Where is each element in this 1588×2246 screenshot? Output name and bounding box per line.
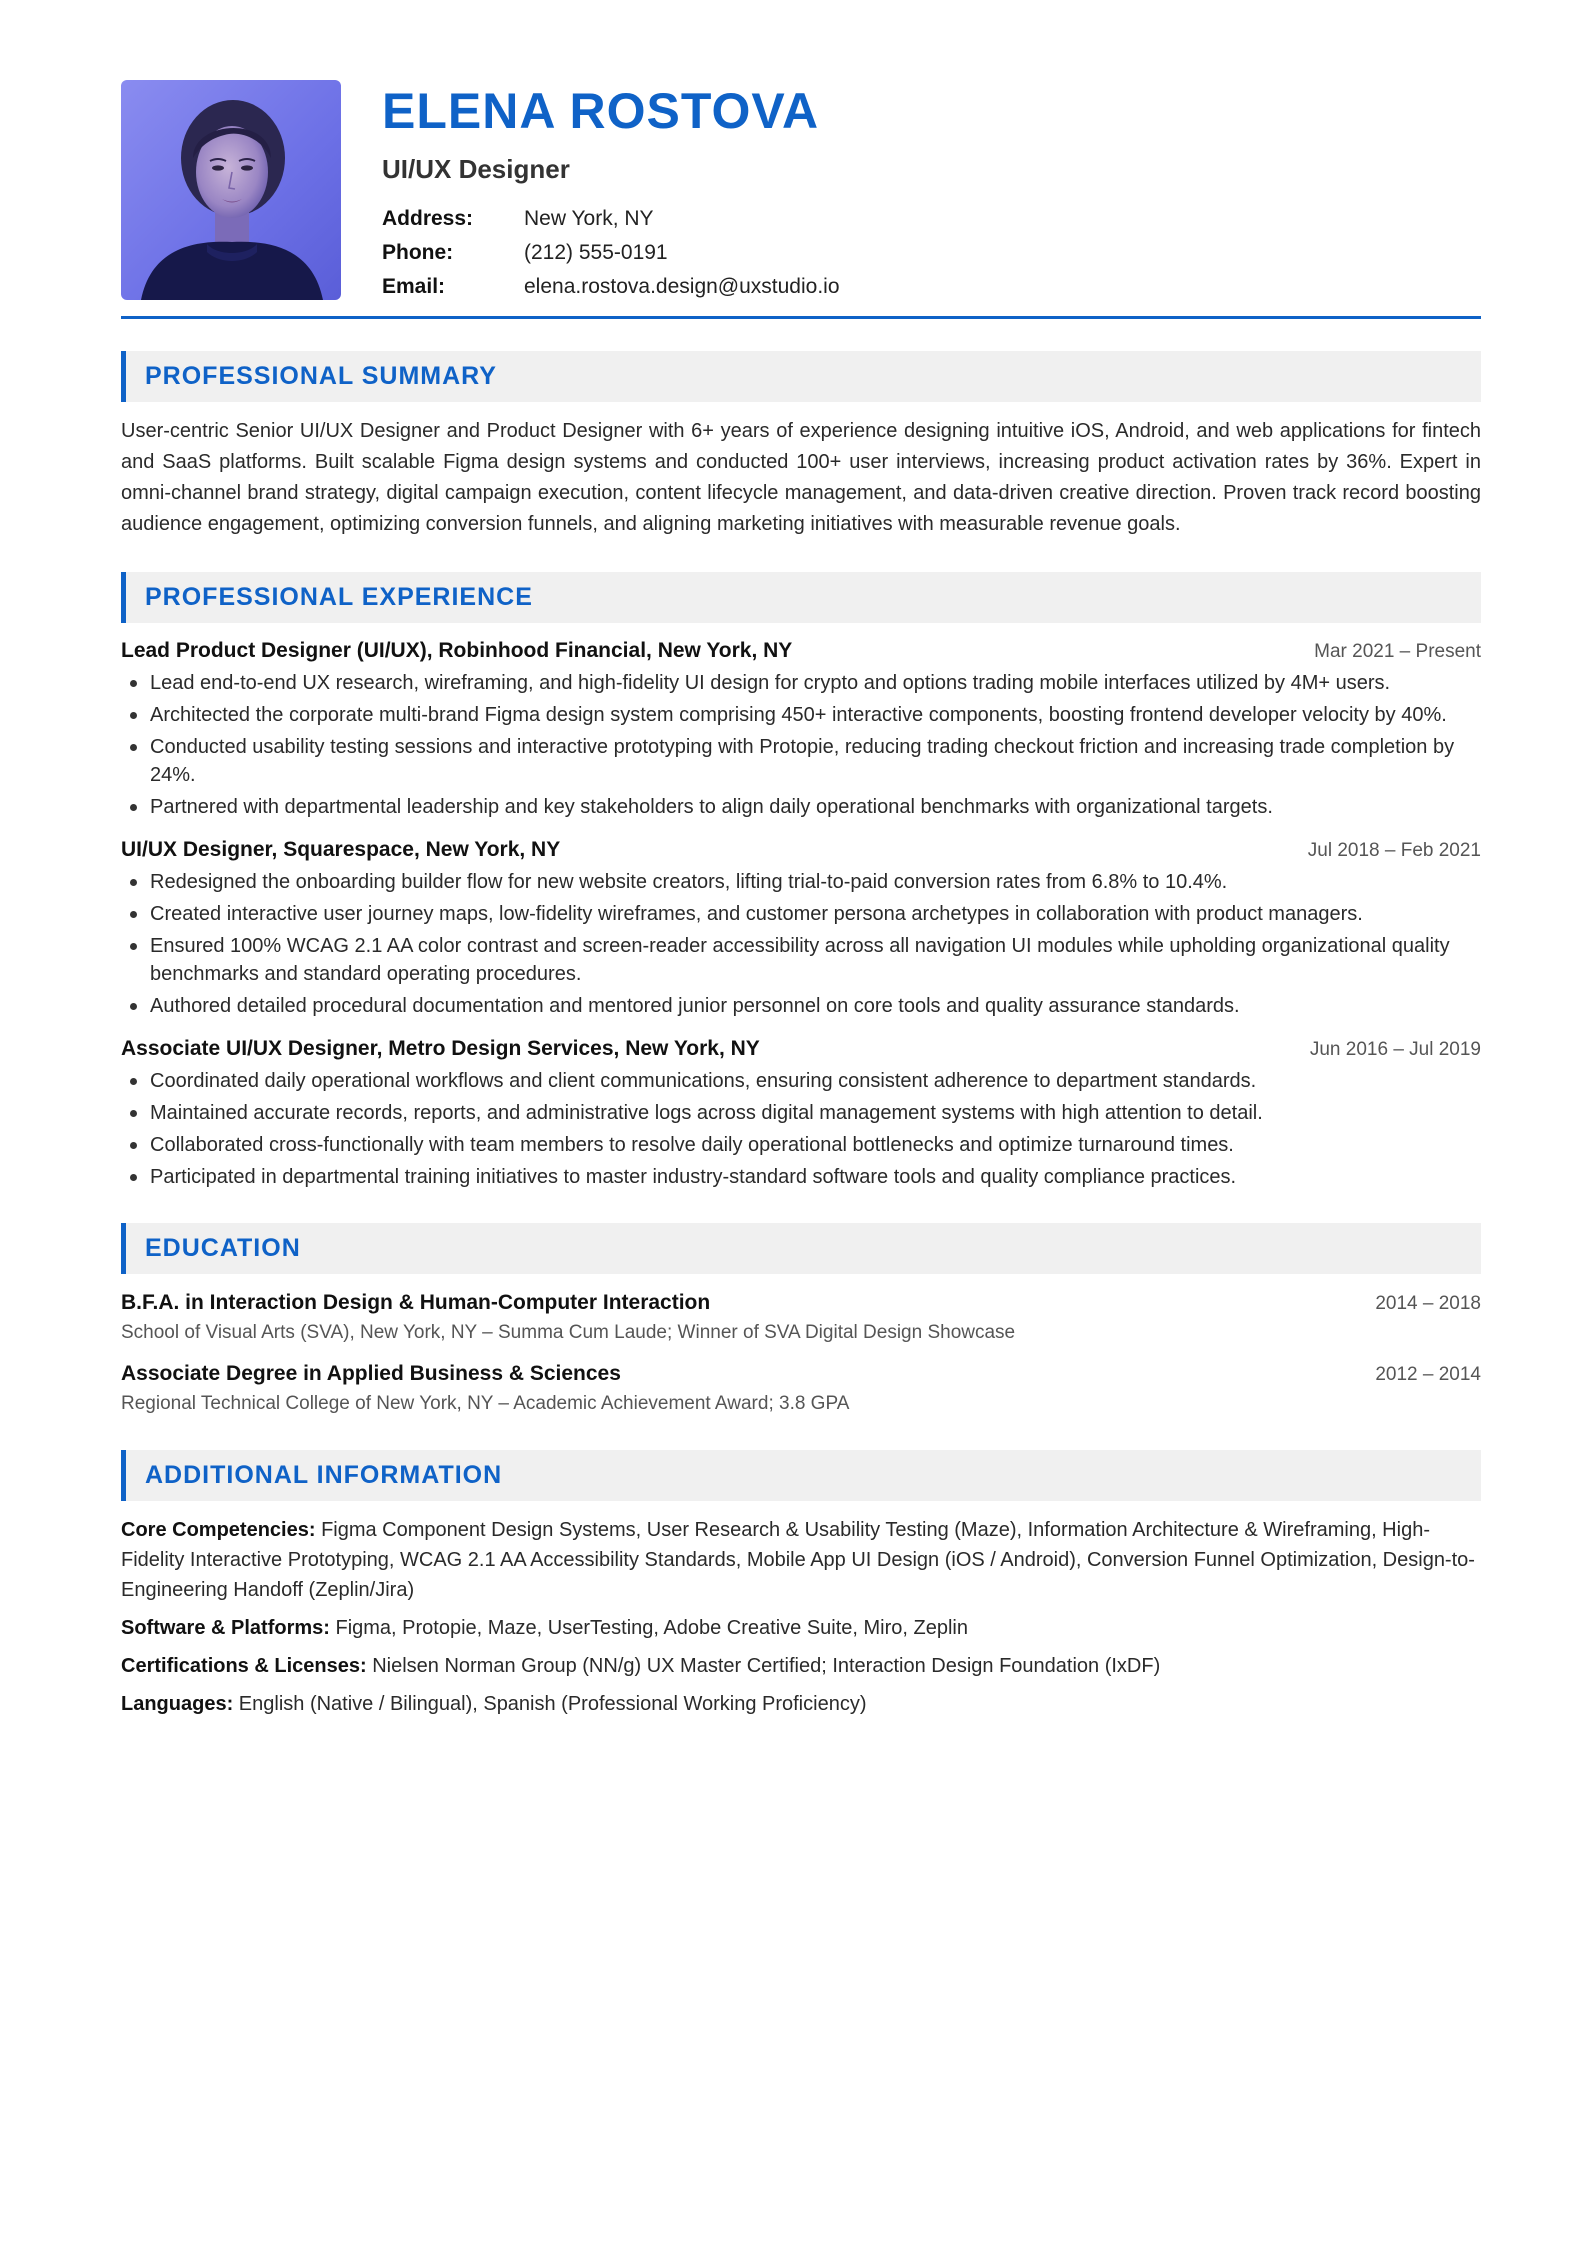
job-date: Jul 2018 – Feb 2021 xyxy=(1307,840,1481,861)
section-title: PROFESSIONAL EXPERIENCE xyxy=(145,583,533,611)
education-detail: School of Visual Arts (SVA), New York, NY – Summa Cum Laude; Winner of SVA Digital Design Showcase xyxy=(121,1322,1016,1343)
job-bullets xyxy=(121,669,1481,821)
job-entry xyxy=(121,636,1481,821)
section-title: PROFESSIONAL SUMMARY xyxy=(145,362,497,390)
profile-photo xyxy=(121,80,341,300)
education-header xyxy=(121,1288,1481,1319)
job-header xyxy=(121,636,1481,667)
contact-block xyxy=(382,202,840,304)
resume-header xyxy=(121,80,1481,302)
education-date: 2012 – 2014 xyxy=(1375,1364,1481,1385)
job-entry xyxy=(121,835,1481,1020)
contact-label: Address: xyxy=(382,207,474,230)
education-detail: Regional Technical College of New York, NY – Academic Achievement Award; 3.8 GPA xyxy=(121,1393,850,1414)
education-date: 2014 – 2018 xyxy=(1375,1293,1481,1314)
education-entry xyxy=(121,1288,1481,1347)
additional-row-languages xyxy=(121,1689,1481,1719)
section-header-education xyxy=(121,1223,1481,1274)
additional-info xyxy=(121,1515,1481,1719)
job-title: Lead Product Designer (UI/UX), Robinhood Financial, New York, NY xyxy=(121,639,793,662)
education-list xyxy=(121,1288,1481,1418)
bullet-item: Maintained accurate records, reports, and administrative logs across digital management systems with high attention to detail. xyxy=(150,1099,1481,1127)
bullet-item: Participated in departmental training initiatives to master industry-standard software tools and quality compliance practices. xyxy=(150,1163,1481,1191)
candidate-name: ELENA ROSTOVA xyxy=(382,83,820,139)
contact-value: (212) 555-0191 xyxy=(524,241,668,264)
section-header-experience xyxy=(121,572,1481,623)
summary-text: User-centric Senior UI/UX Designer and Product Designer with 6+ years of experience designing intuitive iOS, Android, and web applications for fintech and SaaS platforms. Built scalable Figma design systems and conducted 100+ user interviews, increasing product activation rates by 36%. Expert in omni-channel brand strategy, digital campaign execution, content lifecycle management, and data-driven creative direction. Proven track record boosting audience engagement, optimizing conversion funnels, and aligning marketing initiatives with measurable revenue goals. xyxy=(121,420,1481,535)
additional-value: English (Native / Bilingual), Spanish (Professional Working Proficiency) xyxy=(238,1693,867,1715)
bullet-item: Authored detailed procedural documentation and mentored junior personnel on core tools and quality assurance standards. xyxy=(150,992,1481,1020)
experience-list xyxy=(121,636,1481,1191)
bullet-item: Coordinated daily operational workflows and client communications, ensuring consistent adherence to department standards. xyxy=(150,1067,1481,1095)
section-title: EDUCATION xyxy=(145,1234,301,1262)
bullet-item: Ensured 100% WCAG 2.1 AA color contrast and screen-reader accessibility across all navigation UI modules while upholding organizational quality benchmarks and standard operating procedures. xyxy=(150,932,1481,988)
bullet-item: Partnered with departmental leadership and key stakeholders to align daily operational benchmarks with organizational targets. xyxy=(150,793,1481,821)
education-header xyxy=(121,1359,1481,1390)
contact-value: elena.rostova.design@uxstudio.io xyxy=(524,275,840,298)
contact-phone xyxy=(382,236,840,270)
section-header-summary xyxy=(121,351,1481,402)
bullet-item: Collaborated cross-functionally with team members to resolve daily operational bottlenecks and optimize turnaround times. xyxy=(150,1131,1481,1159)
additional-value: Figma Component Design Systems, User Research & Usability Testing (Maze), Information Architecture & Wireframing, High-Fidelity Interactive Prototyping, WCAG 2.1 AA Accessibility Standards, Mobile App UI Design (iOS / Android), Conversion Funnel Optimization, Design-to-Engineering Handoff (Zeplin/Jira) xyxy=(121,1519,1475,1601)
degree-title: B.F.A. in Interaction Design & Human-Computer Interaction xyxy=(121,1291,711,1314)
job-header xyxy=(121,835,1481,866)
contact-label: Phone: xyxy=(382,241,454,264)
degree-title: Associate Degree in Applied Business & Sciences xyxy=(121,1362,621,1385)
contact-label: Email: xyxy=(382,275,446,298)
bullet-item: Redesigned the onboarding builder flow for new website creators, lifting trial-to-paid conversion rates from 6.8% to 10.4%. xyxy=(150,868,1481,896)
additional-label: Certifications & Licenses: xyxy=(121,1655,373,1677)
contact-value: New York, NY xyxy=(524,207,654,230)
additional-value: Nielsen Norman Group (NN/g) UX Master Certified; Interaction Design Foundation (IxDF) xyxy=(372,1655,1161,1677)
job-date: Jun 2016 – Jul 2019 xyxy=(1309,1039,1481,1060)
bullet-item: Conducted usability testing sessions and interactive prototyping with Protopie, reducing trading checkout friction and increasing trade completion by 24%. xyxy=(150,733,1481,789)
contact-email xyxy=(382,270,840,304)
additional-row-certifications xyxy=(121,1651,1481,1681)
candidate-role: UI/UX Designer xyxy=(382,154,570,184)
bullet-item: Architected the corporate multi-brand Figma design system comprising 450+ interactive components, boosting frontend developer velocity by 40%. xyxy=(150,701,1481,729)
additional-label: Core Competencies: xyxy=(121,1519,322,1541)
section-title: ADDITIONAL INFORMATION xyxy=(145,1461,503,1489)
job-bullets xyxy=(121,1067,1481,1191)
job-entry xyxy=(121,1034,1481,1191)
additional-label: Languages: xyxy=(121,1693,239,1715)
additional-value: Figma, Protopie, Maze, UserTesting, Adobe Creative Suite, Miro, Zeplin xyxy=(335,1617,968,1639)
additional-label: Software & Platforms: xyxy=(121,1617,336,1639)
contact-address xyxy=(382,202,840,236)
header-divider xyxy=(121,316,1481,319)
job-title: Associate UI/UX Designer, Metro Design Services, New York, NY xyxy=(121,1037,760,1060)
additional-row-software xyxy=(121,1613,1481,1643)
bullet-item: Created interactive user journey maps, low-fidelity wireframes, and customer persona archetypes in collaboration with product managers. xyxy=(150,900,1481,928)
job-bullets xyxy=(121,868,1481,1020)
job-header xyxy=(121,1034,1481,1065)
job-title: UI/UX Designer, Squarespace, New York, NY xyxy=(121,838,561,861)
section-header-additional xyxy=(121,1450,1481,1501)
header-info xyxy=(382,80,840,304)
bullet-item: Lead end-to-end UX research, wireframing, and high-fidelity UI design for crypto and options trading mobile interfaces utilized by 4M+ users. xyxy=(150,669,1481,697)
job-date: Mar 2021 – Present xyxy=(1314,641,1481,662)
additional-row-competencies xyxy=(121,1515,1481,1605)
education-entry xyxy=(121,1359,1481,1418)
resume-page xyxy=(121,80,1481,1727)
